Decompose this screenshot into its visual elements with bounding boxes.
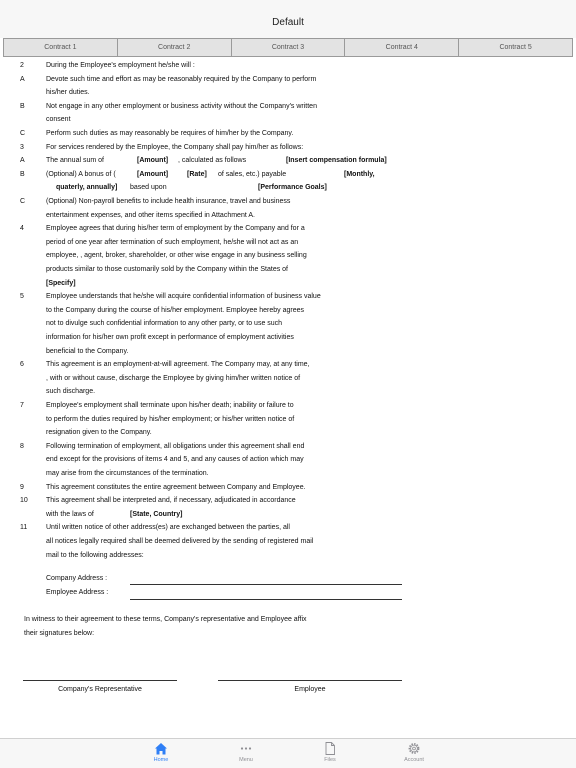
clause-3a [0, 154, 576, 168]
clause-text: period of one year after termination of such employment, he/she will not act as an [46, 238, 299, 246]
clause-text: information for his/her own profit except in performance of employment activities [46, 334, 294, 341]
files-icon [323, 742, 337, 755]
clause-text: For services rendered by the Employee, the Company shall pay him/her as follows: [46, 143, 304, 151]
clause-text: not to divulge such confidential information to any other party, or to use such [46, 320, 283, 328]
clause-text: beneficial to the Company. [46, 347, 129, 355]
rate-field[interactable]: [Rate] [187, 170, 207, 178]
clause-text: mail to the following addresses: [46, 551, 144, 559]
tab-menu-label: Menu [239, 757, 253, 763]
employee-address-row [0, 586, 576, 600]
clause-number: B [20, 102, 25, 110]
amount-field[interactable]: [Amount] [137, 157, 169, 165]
clause-text: with the laws of [46, 510, 94, 518]
clause-number: 9 [20, 483, 24, 491]
tab-contract-1[interactable]: Contract 1 [4, 39, 118, 56]
clause-number: 7 [20, 402, 24, 409]
clause-number: 5 [20, 293, 24, 301]
tab-account[interactable] [384, 742, 444, 768]
clause-text: (Optional) Non-payroll benefits to include health insurance, travel and business [46, 198, 291, 205]
clause-text: Until written notice of other address(es) are exchanged between the parties, all [46, 524, 290, 532]
clause-number: 4 [20, 225, 24, 233]
clause-text: to perform the duties required by his/her employment; or his/her written notice of [46, 415, 295, 423]
tab-files-label: Files [324, 757, 336, 763]
employee-address-label: Employee Address : [46, 589, 109, 596]
clause-number: B [20, 170, 25, 178]
tab-contract-2[interactable]: Contract 2 [118, 39, 232, 56]
witness-text: In witness to their agreement to these terms, Company's representative and Employee affix [24, 616, 307, 623]
tab-home[interactable] [131, 742, 191, 768]
clause-text: During the Employee's employment he/she will : [46, 62, 195, 69]
contract-tabs [3, 38, 573, 57]
clause-text: consent [46, 116, 71, 124]
more-icon [239, 742, 253, 755]
company-address-field[interactable] [130, 584, 402, 585]
tab-contract-4[interactable]: Contract 4 [345, 39, 459, 56]
employee-signature-line[interactable] [218, 680, 402, 681]
clause-text: Employee understands that he/she will acquire confidential information of business value [46, 293, 321, 301]
bottom-tab-bar [0, 738, 576, 768]
navigation-bar [0, 0, 576, 38]
clause-3b-cont [0, 181, 576, 195]
clause-number: A [20, 157, 25, 165]
clause-text: This agreement constitutes the entire agreement between Company and Employee. [46, 483, 306, 491]
tab-menu[interactable] [216, 742, 276, 768]
clause-text: resignation given to the Company. [46, 429, 152, 437]
clause-text: entertainment expenses, and other items specified in Attachment A. [46, 211, 255, 219]
clause-text: his/her duties. [46, 89, 90, 97]
clause-text: based upon [130, 184, 167, 192]
clause-text: (Optional) A bonus of ( [46, 170, 116, 178]
clause-text: Employee's employment shall terminate upon his/her death; inability or failure to [46, 402, 294, 409]
employee-signature-label: Employee [294, 686, 326, 693]
clause-text: Not engage in any other employment or business activity without the Company's written [46, 102, 317, 110]
clause-text: Devote such time and effort as may be reasonably required by the Company to perform [46, 75, 317, 83]
clause-number: C [20, 198, 26, 205]
clause-text: may arise from the circumstances of the termination. [46, 470, 209, 477]
contract-document [0, 59, 576, 693]
clause-text: employee, , agent, broker, shareholder, or other wise engage in any business selling [46, 252, 307, 260]
clause-10-cont [0, 508, 576, 522]
clause-text: of sales, etc.) payable [218, 170, 287, 178]
clause-text: The annual sum of [46, 157, 104, 165]
bonus-amount-field[interactable]: [Amount] [137, 170, 169, 178]
clause-text: This agreement is an employment-at-will agreement. The Company may, at any time, [46, 361, 310, 369]
tab-contract-3[interactable]: Contract 3 [232, 39, 346, 56]
clause-text: such discharge. [46, 388, 96, 396]
clause-text: products similar to those customarily sold by the Company within the States of [46, 266, 288, 273]
clause-text: , calculated as follows [178, 157, 247, 165]
performance-goals-field[interactable]: [Performance Goals] [258, 184, 327, 192]
home-icon [154, 742, 168, 755]
clause-number: 3 [20, 143, 24, 151]
clause-number: 8 [20, 442, 24, 450]
page-title: Default [272, 17, 304, 28]
clause-number: 2 [20, 62, 24, 69]
payment-period-field-cont[interactable]: quaterly, annually] [56, 184, 118, 192]
tab-contract-5[interactable]: Contract 5 [499, 44, 532, 51]
clause-number: 6 [20, 361, 24, 369]
payment-period-field[interactable]: [Monthly, [344, 170, 375, 178]
clause-number: C [20, 130, 26, 137]
clause-number: 11 [20, 524, 28, 532]
clause-text: Following termination of employment, all obligations under this agreement shall end [46, 442, 305, 450]
clause-text: end except for the provisions of items 4 and 5, and any causes of action which may [46, 456, 304, 464]
state-country-field[interactable]: [State, Country] [130, 510, 183, 518]
clause-text: Perform such duties as may reasonably be requires of him/her by the Company. [46, 130, 294, 137]
clause-3b [0, 168, 576, 182]
clause-text: , with or without cause, discharge the Employee by giving him/her written notice of [46, 374, 301, 382]
company-address-label: Company Address : [46, 575, 108, 582]
clause-text: all notices legally required shall be deemed delivered by the sending of registered mail [46, 538, 314, 545]
witness-text: their signatures below: [24, 630, 95, 637]
tab-account-label: Account [404, 757, 424, 763]
clause-text: This agreement shall be interpreted and, if necessary, adjudicated in accordance [46, 497, 296, 505]
company-signature-label: Company's Representative [58, 686, 142, 693]
tab-home-label: Home [153, 757, 169, 763]
clause-text: to the Company during the course of his/her employment. Employee hereby agrees [46, 306, 304, 314]
clause-text: Employee agrees that during his/her term of employment by the Company and for a [46, 225, 305, 233]
gear-icon [407, 742, 421, 755]
states-field[interactable]: [Specify] [46, 279, 76, 287]
clause-number: 10 [20, 497, 28, 505]
clause-number: A [20, 75, 25, 83]
tab-files[interactable] [300, 742, 360, 768]
company-signature-line[interactable] [23, 680, 177, 681]
employee-address-field[interactable] [130, 599, 402, 600]
compensation-formula-field[interactable]: [Insert compensation formula] [286, 157, 387, 165]
